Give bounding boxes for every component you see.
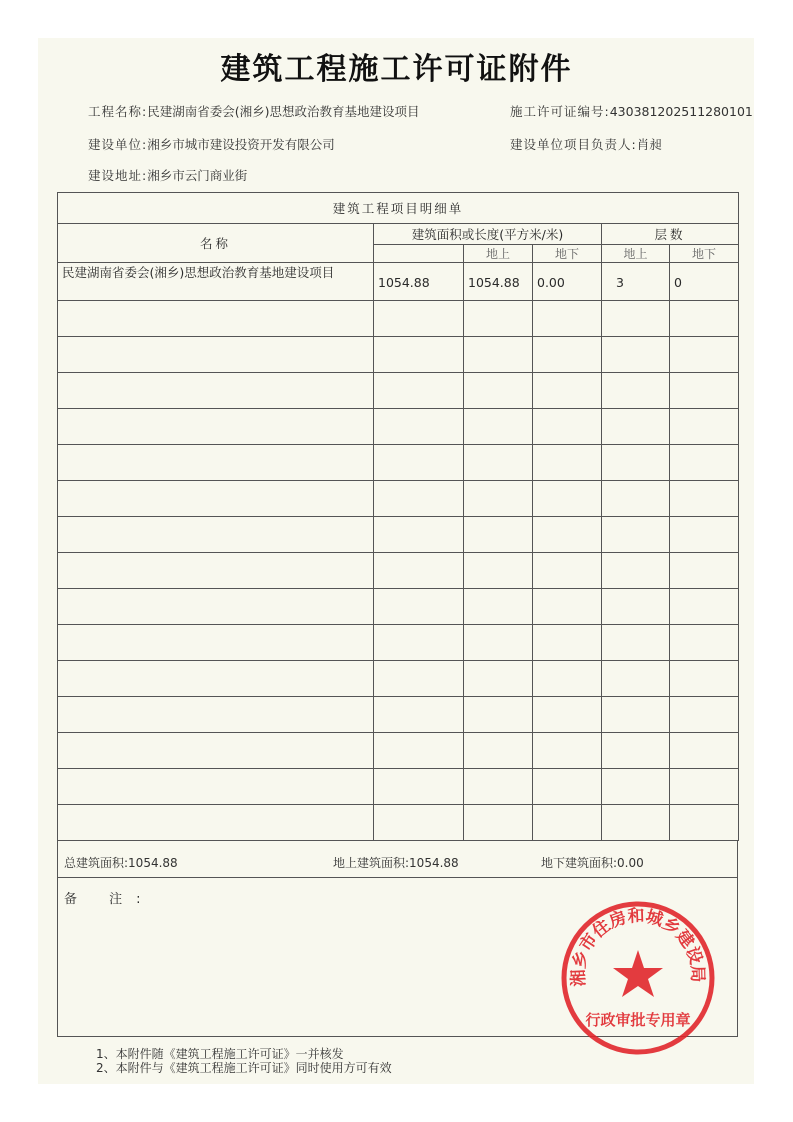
table-caption: 建筑工程项目明细单: [58, 193, 739, 224]
col-name-header: 名称: [58, 224, 374, 263]
address-line: [88, 166, 247, 184]
row-floors-below: 0: [670, 263, 739, 301]
col-floors-header: 层数: [602, 224, 739, 245]
table-row: [58, 263, 739, 301]
table-row-empty: [58, 697, 739, 733]
total-area: [64, 854, 178, 871]
row-floors-above: 3: [602, 263, 670, 301]
table-row-empty: [58, 409, 739, 445]
table-row-empty: [58, 589, 739, 625]
svg-text:行政审批专用章: 行政审批专用章: [585, 1011, 691, 1029]
star-icon: [613, 950, 663, 997]
table-row-empty: [58, 481, 739, 517]
builder-line: [88, 135, 335, 153]
leader-label: 建设单位项目负责人:: [510, 137, 637, 152]
col-area-header: 建筑面积或长度(平方米/米): [374, 224, 602, 245]
permit-no-value: 430381202511280101: [609, 104, 753, 119]
official-seal: [558, 898, 718, 1058]
note-2: 2、本附件与《建筑工程施工许可证》同时使用方可有效: [96, 1061, 392, 1075]
address-label: 建设地址:: [88, 168, 148, 183]
builder-value: 湘乡市城市建设投资开发有限公司: [147, 137, 335, 152]
below-area-label: 地下建筑面积:: [541, 856, 618, 870]
svg-text:湘乡市住房和城乡建设局: 湘乡市住房和城乡建设局: [568, 906, 708, 987]
row-name: 民建湖南省委会(湘乡)思想政治教育基地建设项目: [58, 263, 374, 301]
table-row-empty: [58, 805, 739, 841]
project-name-label: 工程名称:: [88, 104, 148, 119]
above-area: [333, 854, 459, 871]
table-row-empty: [58, 337, 739, 373]
total-area-value: 1054.88: [128, 856, 178, 870]
row-area-below: 0.00: [533, 263, 602, 301]
empty-subheader: [374, 245, 464, 263]
table-row-empty: [58, 733, 739, 769]
address-value: 湘乡市云门商业街: [147, 168, 248, 183]
table-row-empty: [58, 373, 739, 409]
builder-label: 建设单位:: [88, 137, 148, 152]
table-row-empty: [58, 517, 739, 553]
row-area: 1054.88: [374, 263, 464, 301]
note-1: 1、本附件随《建筑工程施工许可证》一并核发: [96, 1047, 344, 1061]
leader-line: [510, 135, 662, 153]
sub-below-header: 地下: [533, 245, 602, 263]
sub-floors-below-header: 地下: [670, 245, 739, 263]
below-area-value: 0.00: [617, 856, 644, 870]
table-row-empty: [58, 625, 739, 661]
row-area-above: 1054.88: [464, 263, 533, 301]
document-title: 建筑工程施工许可证附件: [220, 52, 573, 87]
permit-no-label: 施工许可证编号:: [510, 104, 610, 119]
table-row-empty: [58, 661, 739, 697]
project-detail-table: [57, 192, 739, 841]
leader-value: 肖昶: [636, 137, 662, 152]
table-row-empty: [58, 301, 739, 337]
above-area-value: 1054.88: [409, 856, 459, 870]
table-row-empty: [58, 553, 739, 589]
above-area-label: 地上建筑面积:: [333, 856, 410, 870]
total-area-label: 总建筑面积:: [64, 856, 129, 870]
below-area: [541, 854, 644, 871]
sub-floors-above-header: 地上: [602, 245, 670, 263]
table-row-empty: [58, 445, 739, 481]
project-name-line: [88, 102, 419, 120]
remark-label: 备 注:: [64, 892, 155, 907]
permit-no-line: [510, 102, 753, 120]
table-row-empty: [58, 769, 739, 805]
sub-above-header: 地上: [464, 245, 533, 263]
project-name-value: 民建湖南省委会(湘乡)思想政治教育基地建设项目: [147, 104, 420, 119]
